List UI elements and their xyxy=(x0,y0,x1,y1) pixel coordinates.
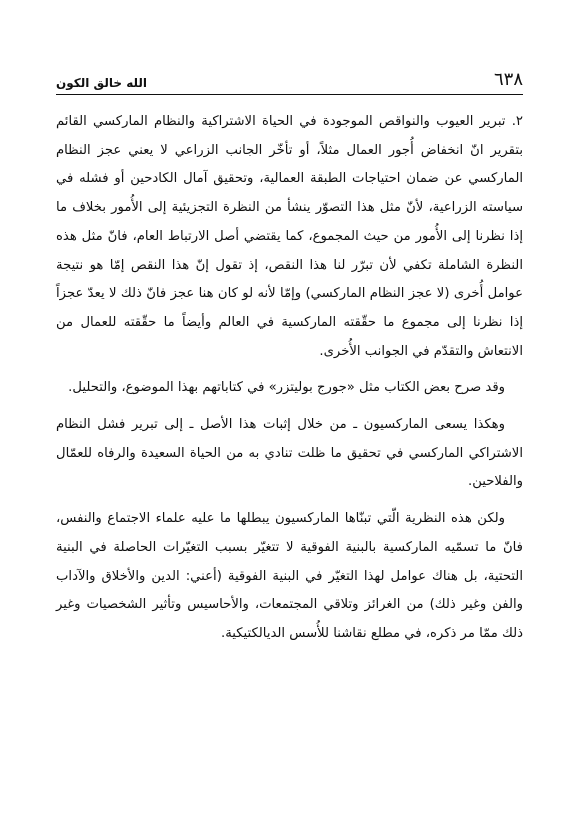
page-body xyxy=(56,108,523,794)
book-title: الله خالق الكون xyxy=(56,76,147,90)
paragraph-4: ولكن هذه النظرية الّتي تبنّاها الماركسيون يبطلها ما عليه علماء الاجتماع والنفس، فانّ ما تسمّيه الماركسية بالبنية الفوقية لا تتغيّر بسبب التغيّرات الحاصلة في البنية التحتية، بل هناك عوامل لهذا التغيّر في البنية الفوقية (أعني: الدين والأخلاق والآداب والفن وغير ذلك) من الغرائز وتلاقي المجتمعات، والأحاسيس وتأثير الشخصيات وغير ذلك ممّا مر ذكره، في مطلع نقاشنا للأُسس الديالكتيكية. xyxy=(56,511,523,641)
paragraph-gap xyxy=(56,403,523,411)
paragraph-2: وقد صرح بعض الكتاب مثل «جورج بوليتزر» في كتاباتهم بهذا الموضوع، والتحليل. xyxy=(68,380,505,396)
paragraph-gap xyxy=(56,366,523,374)
header-rule xyxy=(56,94,523,95)
paragraph-1: ٢. تبرير العيوب والنواقص الموجودة في الحياة الاشتراكية والنظام الماركسي القائم بتقرير انّ انخفاض أُجور العمال مثلاً، أو تأخّر الجانب الزراعي لا يعني عجز النظام الماركسي عن ضمان احتياجات الطبقة العمالية، وتحقيق آمال الكادحين أو فشله في سياسته الزراعية، لأنّ مثل هذا التصوّر ينشأ من النظرة التجزيئية إلى الأُمور بخلاف ما إذا نظرنا إلى الأُمور من حيث المجموع، كما يقتضي أصل الارتباط العام، فانّ مثل هذه النظرة الشاملة تكفي لأن تبرّر لنا هذا النقص، إذ تقول إنّ هذا النقص إمّا هو نتيجة عوامل أُخرى (لا عجز النظام الماركسي) وإمّا لأنه لو كان هنا عجز فانّ ذلك لا يعدّ عجزاً إذا نظرنا إلى مجموع ما حقّقته الماركسية في العالم وأيضاً ما حقّقته للعمال من الانتعاش والتقدّم في الجوانب الأُخرى. xyxy=(56,114,523,359)
page-number: ٦٣٨ xyxy=(493,69,523,90)
running-header xyxy=(56,64,523,90)
paragraph-3: وهكذا يسعى الماركسيون ـ من خلال إثبات هذا الأصل ـ إلى تبرير فشل النظام الاشتراكي الماركسي في تحقيق ما ظلت تنادي به من الحياة السعيدة والرفاه للعمّال والفلاحين. xyxy=(56,417,523,490)
paragraph-gap xyxy=(56,497,523,505)
